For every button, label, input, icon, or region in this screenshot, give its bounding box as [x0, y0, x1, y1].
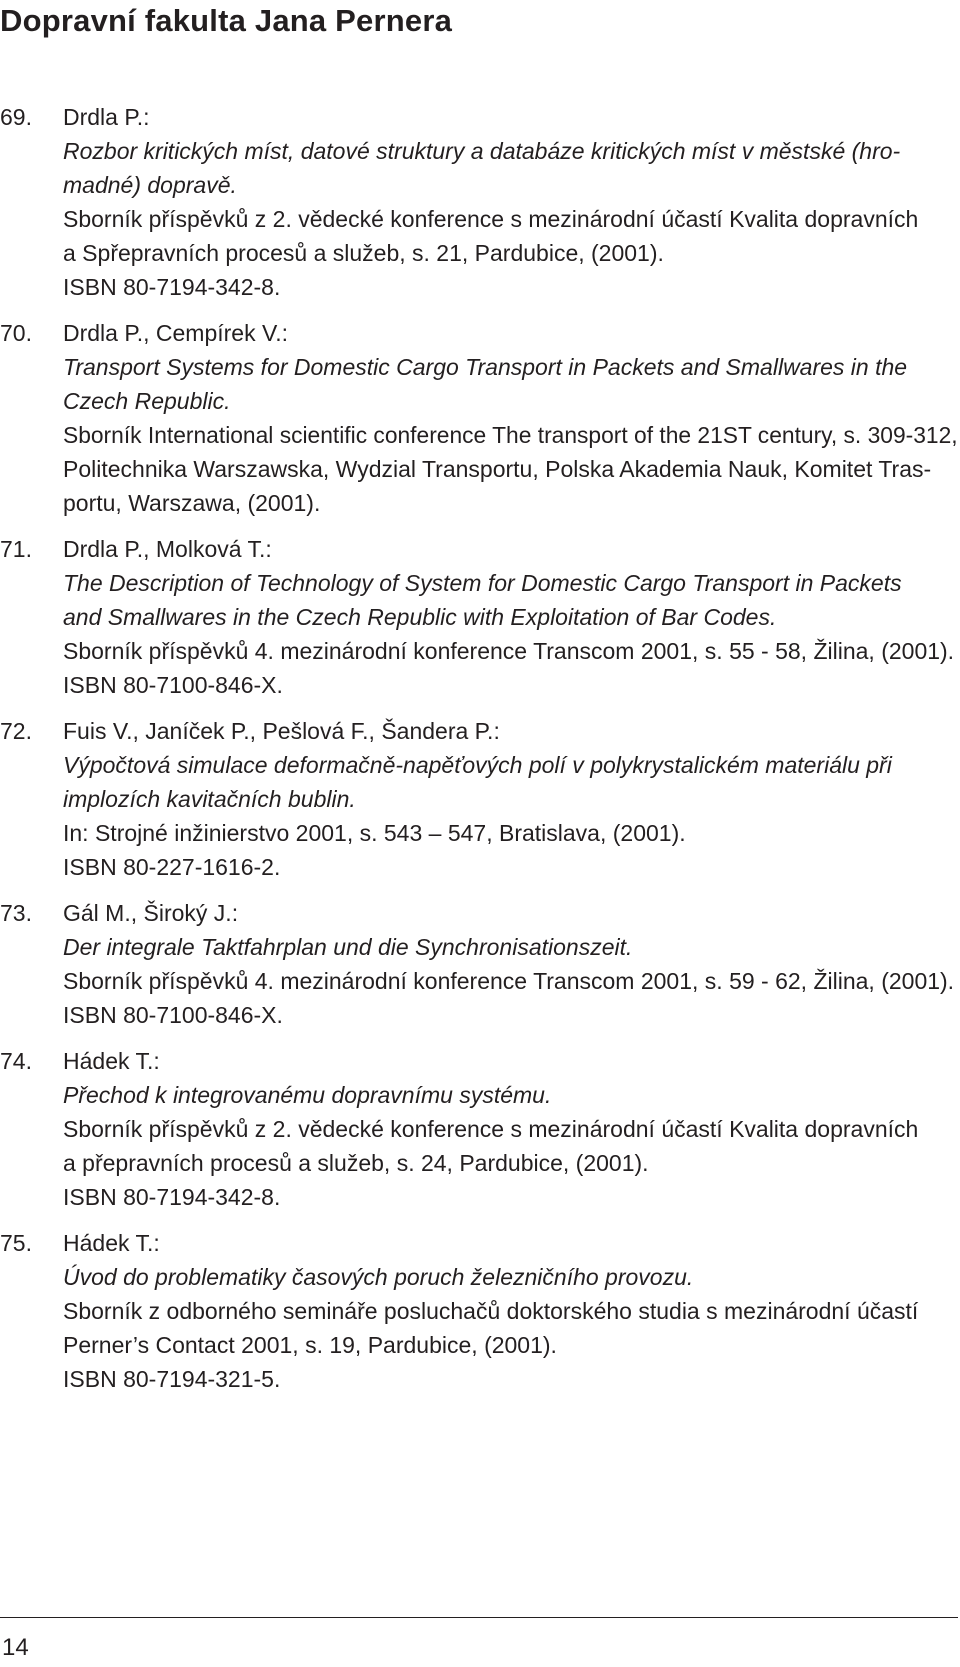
footer-divider — [0, 1617, 958, 1618]
reference-number: 75. — [0, 1230, 32, 1256]
reference-title-line: Der integrale Taktfahrplan und die Synchronisationszeit. — [63, 934, 633, 960]
reference-item — [0, 316, 958, 520]
reference-item — [0, 100, 958, 304]
page-number: 14 — [2, 1634, 29, 1661]
reference-number: 70. — [0, 320, 32, 346]
page-header-title: Dopravní fakulta Jana Pernera — [0, 3, 453, 38]
reference-number: 73. — [0, 900, 32, 926]
reference-title-line: Rozbor kritických míst, datové struktury a databáze kritických míst v městské (hro- — [63, 138, 901, 164]
reference-item — [0, 1044, 958, 1214]
reference-detail-line: In: Strojné inžinierstvo 2001, s. 543 – 547, Bratislava, (2001). — [63, 820, 686, 846]
reference-isbn: ISBN 80-7194-321-5. — [63, 1366, 281, 1392]
reference-title-line: and Smallwares in the Czech Republic with Exploitation of Bar Codes. — [63, 604, 777, 630]
reference-isbn: ISBN 80-7194-342-8. — [63, 1184, 281, 1210]
reference-detail-line: Sborník příspěvků 4. mezinárodní konference Transcom 2001, s. 55 - 58, Žilina, (2001). — [63, 638, 955, 664]
reference-item — [0, 1226, 958, 1396]
reference-authors: Drdla P.: — [63, 104, 150, 130]
reference-title-line: Výpočtová simulace deformačně-napěťových polí v polykrystalickém materiálu při — [63, 752, 892, 778]
reference-isbn: ISBN 80-7100-846-X. — [63, 1002, 283, 1028]
reference-authors: Drdla P., Molková T.: — [63, 536, 272, 562]
reference-title-line: Czech Republic. — [63, 388, 231, 414]
reference-detail-line: Sborník příspěvků z 2. vědecké konference s mezinárodní účastí Kvalita dopravních — [63, 206, 919, 232]
reference-authors: Gál M., Široký J.: — [63, 900, 239, 926]
reference-title-line: madné) dopravě. — [63, 172, 237, 198]
reference-isbn: ISBN 80-7100-846-X. — [63, 672, 283, 698]
reference-detail-line: a Spřepravních procesů a služeb, s. 21, Pardubice, (2001). — [63, 240, 664, 266]
reference-authors: Drdla P., Cempírek V.: — [63, 320, 288, 346]
reference-number: 72. — [0, 718, 32, 744]
reference-list — [0, 100, 958, 1408]
reference-detail-line: Sborník z odborného semináře posluchačů doktorského studia s mezinárodní účastí — [63, 1298, 919, 1324]
reference-title-line: The Description of Technology of System for Domestic Cargo Transport in Packets — [63, 570, 902, 596]
reference-detail-line: Perner’s Contact 2001, s. 19, Pardubice, (2001). — [63, 1332, 557, 1358]
reference-title-line: Přechod k integrovanému dopravnímu systému. — [63, 1082, 552, 1108]
reference-detail-line: Sborník International scientific conference The transport of the 21ST century, s. 309-312, — [63, 422, 958, 448]
reference-detail-line: Sborník příspěvků 4. mezinárodní konference Transcom 2001, s. 59 - 62, Žilina, (2001). — [63, 968, 955, 994]
reference-isbn: ISBN 80-227-1616-2. — [63, 854, 281, 880]
reference-detail-line: a přepravních procesů a služeb, s. 24, Pardubice, (2001). — [63, 1150, 649, 1176]
reference-authors: Hádek T.: — [63, 1048, 160, 1074]
reference-item — [0, 714, 958, 884]
reference-number: 74. — [0, 1048, 32, 1074]
reference-item — [0, 532, 958, 702]
reference-detail-line: portu, Warszawa, (2001). — [63, 490, 321, 516]
reference-title-line: Transport Systems for Domestic Cargo Transport in Packets and Smallwares in the — [63, 354, 908, 380]
reference-title-line: implozích kavitačních bublin. — [63, 786, 356, 812]
reference-authors: Hádek T.: — [63, 1230, 160, 1256]
reference-detail-line: Politechnika Warszawska, Wydzial Transportu, Polska Akademia Nauk, Komitet Tras- — [63, 456, 932, 482]
reference-item — [0, 896, 958, 1032]
reference-isbn: ISBN 80-7194-342-8. — [63, 274, 281, 300]
reference-number: 71. — [0, 536, 32, 562]
reference-authors: Fuis V., Janíček P., Pešlová F., Šandera P.: — [63, 718, 500, 744]
reference-title-line: Úvod do problematiky časových poruch železničního provozu. — [63, 1264, 694, 1290]
reference-detail-line: Sborník příspěvků z 2. vědecké konference s mezinárodní účastí Kvalita dopravních — [63, 1116, 919, 1142]
reference-number: 69. — [0, 104, 32, 130]
